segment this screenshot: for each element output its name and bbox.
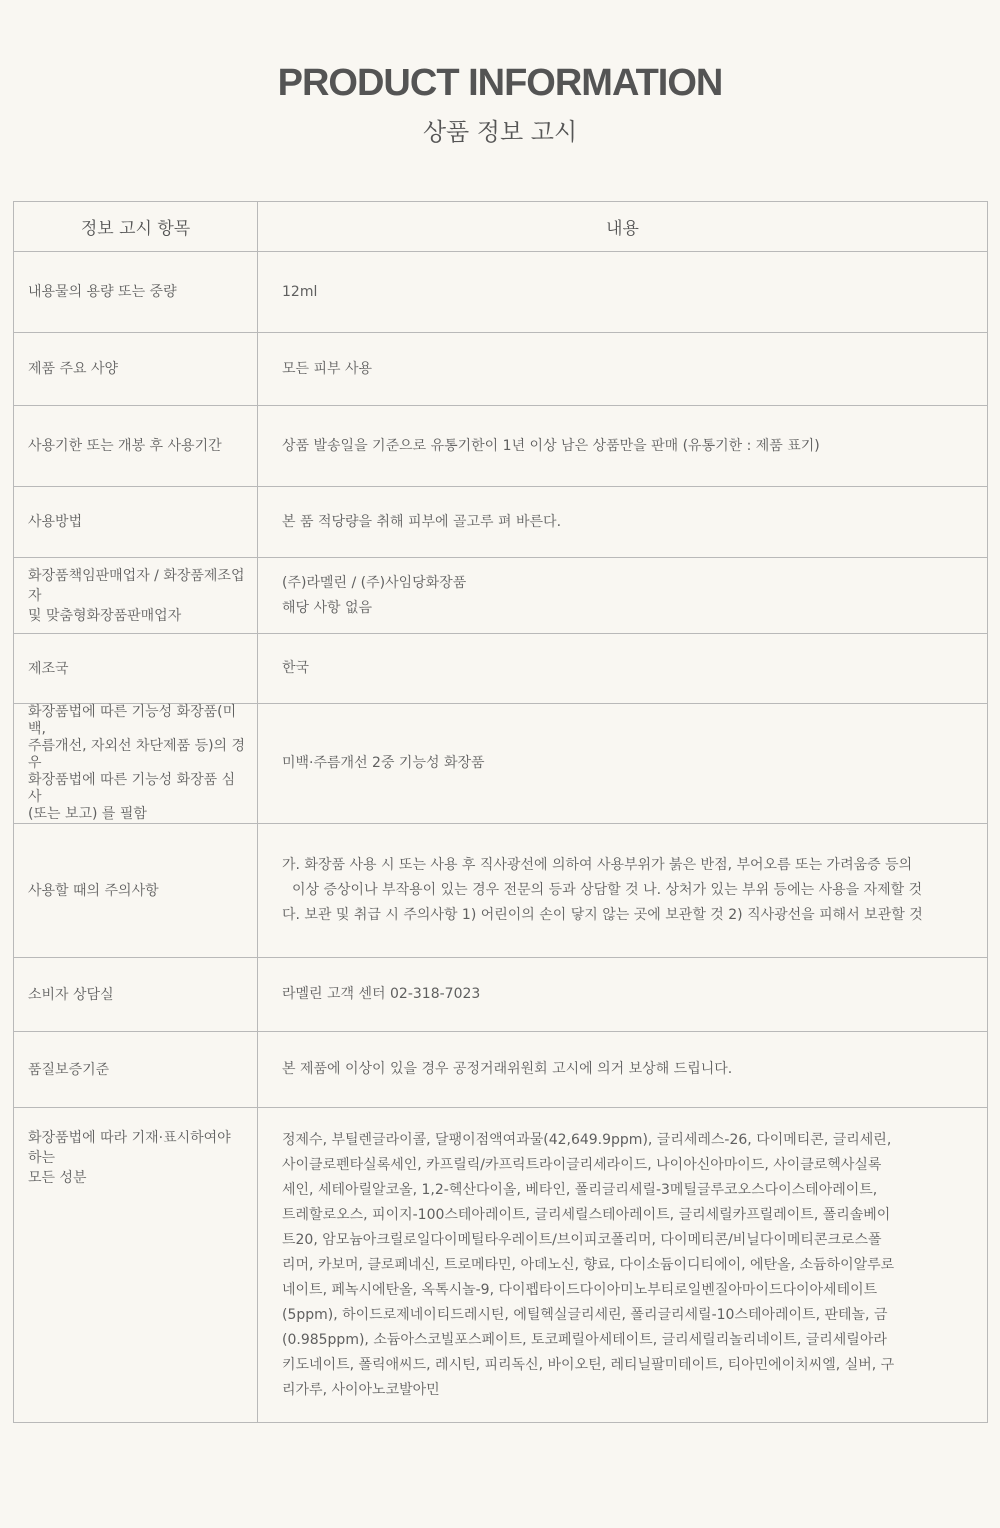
table-row — [14, 958, 988, 1032]
row-value: 12ml — [258, 252, 988, 333]
row-value: 모든 피부 사용 — [258, 333, 988, 406]
row-value-line: 가. 화장품 사용 시 또는 사용 후 직사광선에 의하여 사용부위가 붉은 반점, 부어오름 또는 가려움증 등의 — [282, 857, 913, 873]
row-value: 본 품 적당량을 취해 피부에 골고루 펴 바른다. — [258, 487, 988, 558]
row-label-line: 화장품법에 따른 기능성 화장품(미백, — [28, 704, 237, 737]
row-value — [258, 1108, 988, 1423]
table-row — [14, 406, 988, 487]
row-label: 품질보증기준 — [14, 1032, 258, 1108]
row-value-line: (0.985ppm), 소듐아스코빌포스페이트, 토코페릴아세테이트, 글리세릴리놀리네이트, 글리세릴아라 — [282, 1332, 887, 1348]
row-label: 내용물의 용량 또는 중량 — [14, 252, 258, 333]
table-row — [14, 558, 988, 634]
table-header-row — [14, 202, 988, 252]
product-info-table — [13, 201, 988, 1423]
row-value: 본 제품에 이상이 있을 경우 공정거래위원회 고시에 의거 보상해 드립니다. — [258, 1032, 988, 1108]
row-value-line: 이상 증상이나 부작용이 있는 경우 전문의 등과 상담할 것 나. 상처가 있는 부위 등에는 사용을 자제할 것 — [292, 882, 923, 898]
row-label: 제조국 — [14, 634, 258, 704]
table-row — [14, 824, 988, 958]
row-value-line: 세인, 세테아릴알코올, 1,2-헥산다이올, 베타인, 폴리글리세릴-3메틸글루코오스다이스테아레이트, — [282, 1182, 878, 1198]
row-label-line: 모든 성분 — [28, 1170, 87, 1186]
table-row — [14, 487, 988, 558]
row-label-line: 화장품책임판매업자 / 화장품제조업자 — [28, 567, 245, 604]
row-label: 사용기한 또는 개봉 후 사용기간 — [14, 406, 258, 487]
row-label — [14, 704, 258, 824]
row-label: 사용할 때의 주의사항 — [14, 824, 258, 958]
row-label: 제품 주요 사양 — [14, 333, 258, 406]
table-row — [14, 1032, 988, 1108]
row-label-line: 화장품법에 따라 기재·표시하여야 하는 — [28, 1130, 231, 1166]
row-value: 미백·주름개선 2중 기능성 화장품 — [258, 704, 988, 824]
row-value-line: 정제수, 부틸렌글라이콜, 달팽이점액여과물(42,649.9ppm), 글리세레스-26, 다이메티콘, 글리세린, — [282, 1132, 892, 1148]
row-value-line: 트20, 암모늄아크릴로일다이메틸타우레이트/브이피코폴리머, 다이메티콘/비닐다이메티콘크로스폴 — [282, 1232, 882, 1248]
page-subtitle: 상품 정보 고시 — [422, 118, 578, 146]
row-value: 라멜린 고객 센터 02-318-7023 — [258, 958, 988, 1032]
row-value — [258, 558, 988, 634]
row-value-line: 사이클로펜타실록세인, 카프릴릭/카프릭트라이글리세라이드, 나이아신아마이드, 사이클로헥사실록 — [282, 1157, 882, 1173]
row-value-line: 키도네이트, 폴릭애씨드, 레시틴, 피리독신, 바이오틴, 레티닐팔미테이트, 티아민에이치씨엘, 실버, 구 — [282, 1357, 895, 1373]
table-row — [14, 252, 988, 333]
row-label — [14, 558, 258, 634]
table-row — [14, 704, 988, 824]
row-label-line: 주름개선, 자외선 차단제품 등)의 경우 — [28, 738, 246, 771]
row-value-line: 다. 보관 및 취급 시 주의사항 1) 어린이의 손이 닿지 않는 곳에 보관할 것 2) 직사광선을 피해서 보관할 것 — [282, 907, 923, 923]
row-value-line: 트레할로오스, 피이지-100스테아레이트, 글리세릴스테아레이트, 글리세릴카프릴레이트, 폴리솔베이 — [282, 1207, 891, 1223]
column-header-item: 정보 고시 항목 — [14, 202, 258, 252]
row-value-line: 리가루, 사이아노코발아민 — [282, 1382, 440, 1398]
row-label — [14, 1108, 258, 1423]
table-row — [14, 1108, 988, 1423]
row-value-line: (주)라멜린 / (주)사임당화장품 — [282, 574, 467, 591]
row-label: 사용방법 — [14, 487, 258, 558]
table-row — [14, 634, 988, 704]
row-value-line: 해당 사항 없음 — [282, 599, 373, 616]
row-value-line: 리머, 카보머, 클로페네신, 트로메타민, 아데노신, 향료, 다이소듐이디티에이, 에탄올, 소듐하이알루로 — [282, 1257, 895, 1273]
row-value: 한국 — [258, 634, 988, 704]
row-label-line: 및 맞춤형화장품판매업자 — [28, 607, 182, 624]
column-header-content: 내용 — [258, 202, 988, 252]
row-value — [258, 824, 988, 958]
page-title: PRODUCT INFORMATION — [277, 62, 723, 104]
table-row — [14, 333, 988, 406]
row-label-line: (또는 보고) 를 필함 — [28, 806, 147, 822]
row-label-line: 화장품법에 따른 기능성 화장품 심사 — [28, 772, 236, 805]
row-value-line: 네이트, 페녹시에탄올, 옥톡시놀-9, 다이펩타이드다이아미노부티로일벤질아마이드다이아세테이트 — [282, 1282, 878, 1298]
row-value: 상품 발송일을 기준으로 유통기한이 1년 이상 남은 상품만을 판매 (유통기한 : 제품 표기) — [258, 406, 988, 487]
row-value-line: (5ppm), 하이드로제네이티드레시틴, 에틸헥실글리세린, 폴리글리세릴-10스테아레이트, 판테놀, 금 — [282, 1307, 888, 1323]
row-label: 소비자 상담실 — [14, 958, 258, 1032]
